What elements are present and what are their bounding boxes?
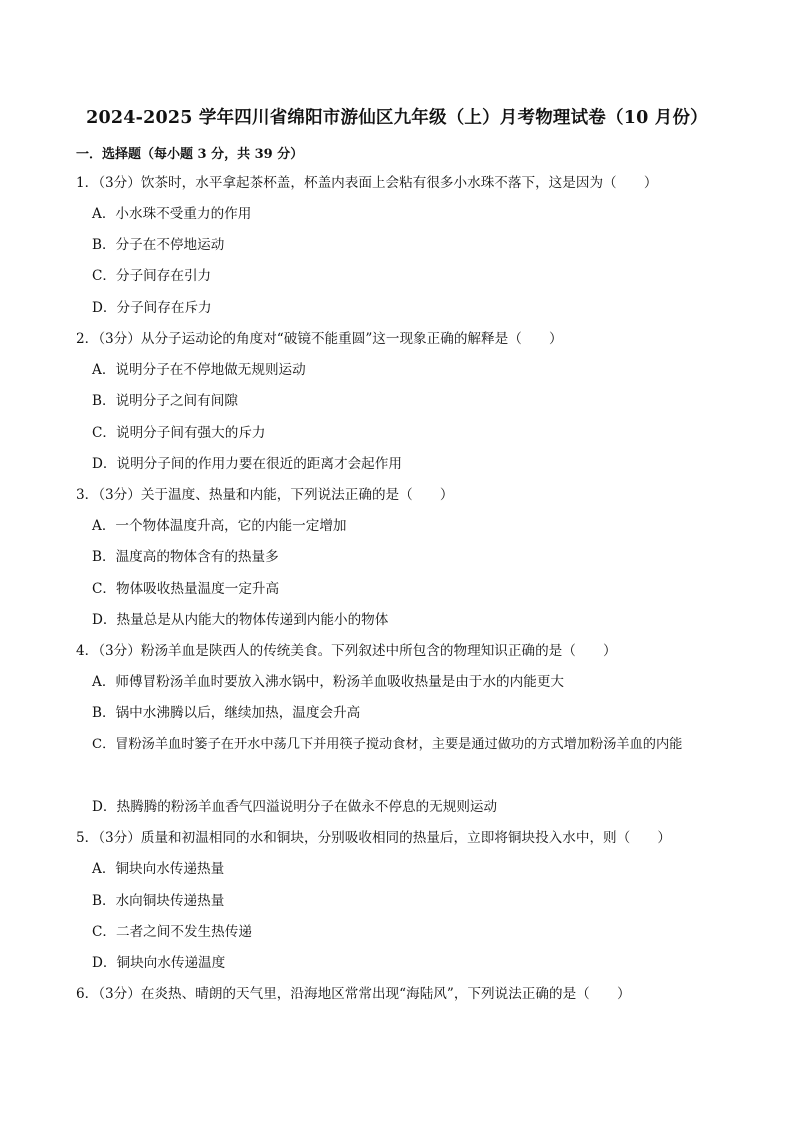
question-4-option-c: C．冒粉汤羊血时篓子在开水中荡几下并用筷子搅动食材，主要是通过做功的方式增加粉汤羊血的内能: [92, 737, 683, 752]
question-4-option-b: B．锅中水沸腾以后，继续加热，温度会升高: [92, 705, 361, 721]
question-3-option-c: C．物体吸收热量温度一定升高: [92, 581, 280, 597]
question-5-option-d: D．铜块向水传递温度: [92, 955, 226, 971]
question-1-option-c: C．分子间存在引力: [92, 268, 212, 284]
question-5-option-a: A．铜块向水传递热量: [92, 861, 225, 877]
question-5-stem: 5．（3分）质量和初温相同的水和铜块，分别吸收相同的热量后，立即将铜块投入水中，则（ ）: [76, 830, 672, 846]
question-3-option-d: D．热量总是从内能大的物体传递到内能小的物体: [92, 612, 389, 628]
question-4-option-a: A．师傅冒粉汤羊血时要放入沸水锅中，粉汤羊血吸收热量是由于水的内能更大: [92, 674, 565, 690]
question-2-option-d: D．说明分子间的作用力要在很近的距离才会起作用: [92, 456, 402, 472]
question-1-option-d: D．分子间存在斥力: [92, 300, 212, 316]
question-6-stem: 6．（3分）在炎热、晴朗的天气里，沿海地区常常出现“海陆风”，下列说法正确的是（ ）: [76, 986, 631, 1002]
question-3-option-b: B．温度高的物体含有的热量多: [92, 549, 279, 565]
question-4-option-d: D．热腾腾的粉汤羊血香气四溢说明分子在做永不停息的无规则运动: [92, 799, 498, 815]
question-4-stem: 4．（3分）粉汤羊血是陕西人的传统美食。下列叙述中所包含的物理知识正确的是（ ）: [76, 643, 617, 659]
question-1-stem: 1．（3分）饮茶时，水平拿起茶杯盖，杯盖内表面上会粘有很多小水珠不落下，这是因为（ ）: [76, 175, 658, 191]
exam-title: 2024-2025 学年四川省绵阳市游仙区九年级（上）月考物理试卷（10 月份）: [86, 108, 708, 128]
question-3-stem: 3．（3分）关于温度、热量和内能，下列说法正确的是（ ）: [76, 487, 454, 503]
question-5-option-c: C．二者之间不发生热传递: [92, 924, 252, 940]
question-2-option-c: C．说明分子间有强大的斥力: [92, 425, 266, 441]
question-1-option-a: A．小水珠不受重力的作用: [92, 206, 252, 222]
question-3-option-a: A．一个物体温度升高，它的内能一定增加: [92, 518, 347, 534]
section-heading: 一．选择题（每小题 3 分，共 39 分）: [76, 147, 304, 162]
question-1-option-b: B．分子在不停地运动: [92, 237, 225, 253]
question-5-option-b: B．水向铜块传递热量: [92, 893, 225, 909]
question-2-option-b: B．说明分子之间有间隙: [92, 393, 238, 409]
question-2-option-a: A．说明分子在不停地做无规则运动: [92, 362, 306, 378]
question-2-stem: 2．（3分）从分子运动论的角度对“破镜不能重圆”这一现象正确的解释是（ ）: [76, 331, 563, 347]
